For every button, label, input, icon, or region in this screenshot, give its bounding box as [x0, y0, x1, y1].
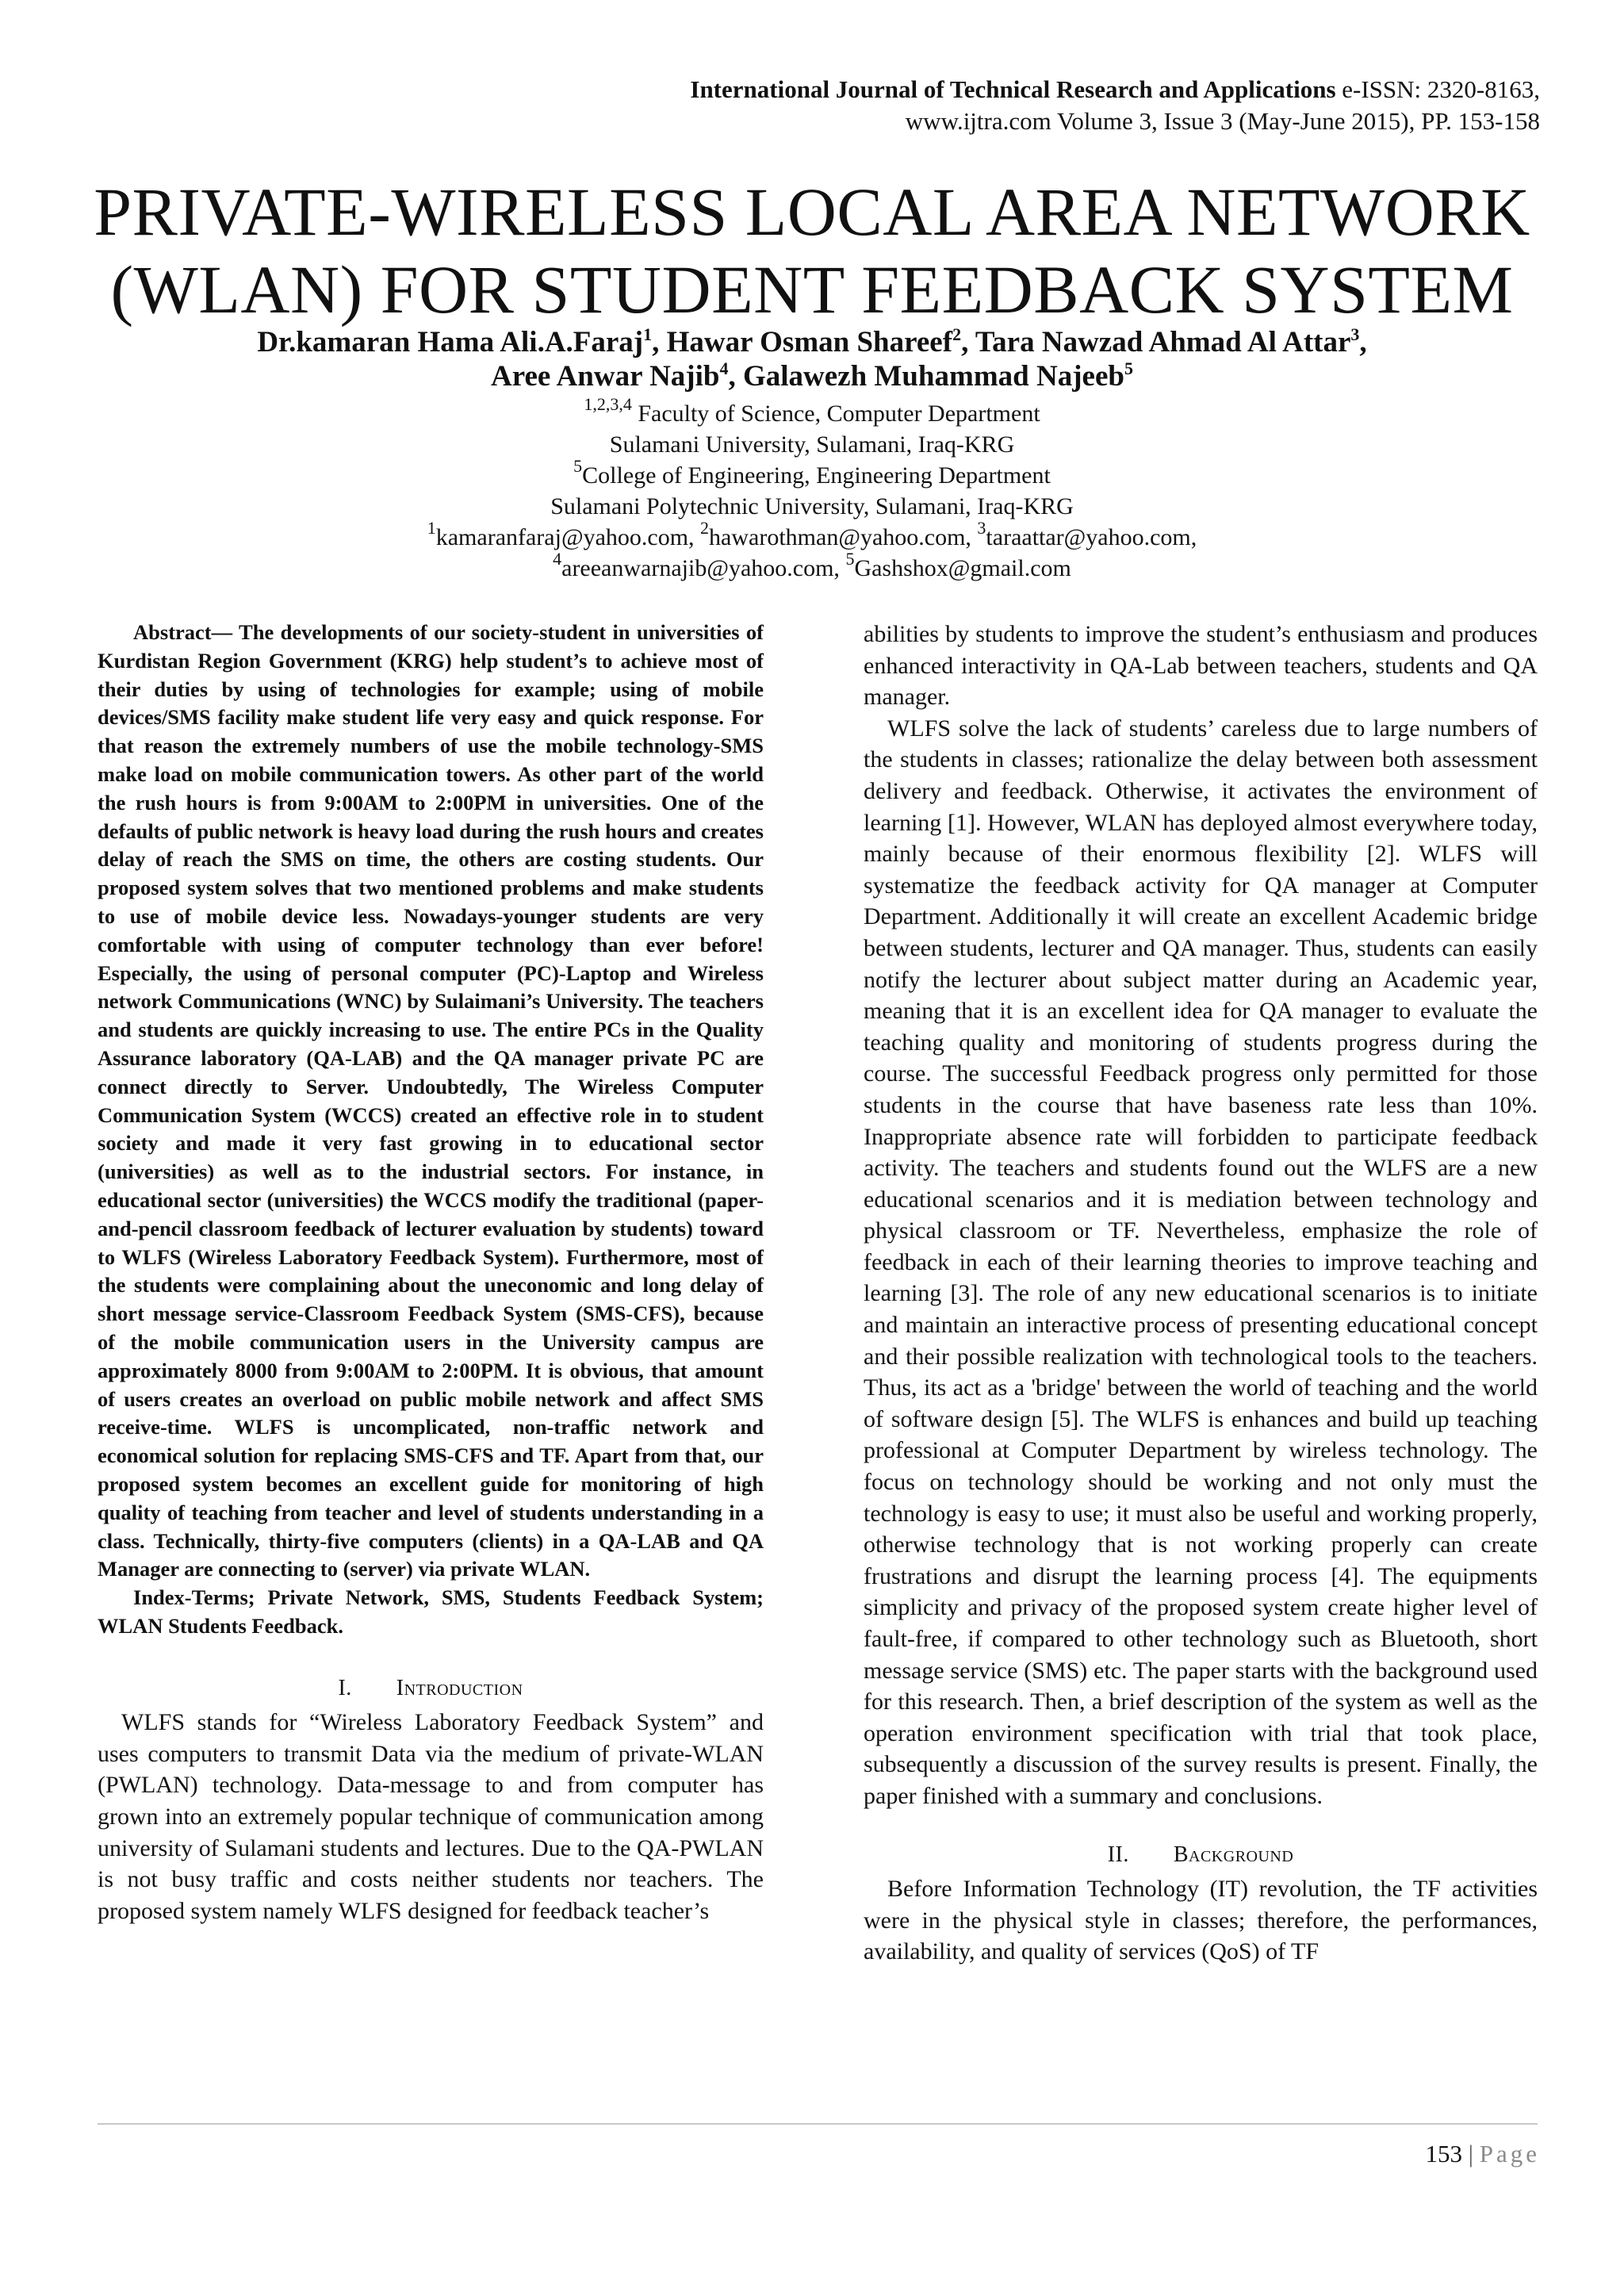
- journal-header-line2: www.ijtra.com Volume 3, Issue 3 (May-June 2015), PP. 153-158: [905, 107, 1540, 135]
- affiliation-2-sup: 5: [573, 456, 583, 476]
- author-3: , Tara Nawzad Ahmad Al Attar: [961, 326, 1351, 358]
- email-line2: [48, 549, 1576, 584]
- email-1: kamaranfaraj@yahoo.com,: [435, 524, 701, 550]
- affiliation-1-line1: [48, 394, 1576, 429]
- email-5-sup: 5: [845, 549, 855, 569]
- footer-divider: [98, 2123, 1538, 2125]
- email-5: Gashshox@gmail.com: [854, 555, 1071, 581]
- author-4: Aree Anwar Najib: [491, 360, 720, 393]
- author-line2: [48, 359, 1576, 393]
- affiliation-2-line1: [48, 456, 1576, 491]
- section-number: II.: [1107, 1842, 1129, 1867]
- affiliation-1-dept: Faculty of Science, Computer Department: [631, 401, 1040, 427]
- affiliation-2-line2: Sulamani Polytechnic University, Sulamani, Iraq-KRG: [550, 493, 1074, 519]
- right-column: [864, 619, 1538, 1968]
- author-list: [48, 325, 1576, 393]
- author-2-sup: 2: [952, 324, 962, 344]
- email-2: hawarothman@yahoo.com,: [709, 524, 978, 550]
- email-3: taraattar@yahoo.com,: [986, 524, 1197, 550]
- section-heading-introduction: [98, 1673, 764, 1704]
- journal-issn: e-ISSN: 2320-8163,: [1335, 75, 1540, 103]
- background-paragraph-1: Before Information Technology (IT) revolution, the TF activities were in the physical style in classes; therefore, the performances, availability, and quality of services (QoS) of TF: [864, 1876, 1538, 1965]
- intro-paragraph-1: WLFS stands for “Wireless Laboratory Feedback System” and uses computers to transmit Data via the medium of private-WLAN (PWLAN) technology. Data-message to and from computer has grown into an extremely popular technique of communication among university of Sulamani students and lectures. Due to the QA-PWLAN is not busy traffic and costs neither students nor teachers. The proposed system namely WLFS designed for feedback teacher’s: [98, 1709, 764, 1924]
- paper-title-line1: PRIVATE-WIRELESS LOCAL AREA NETWORK: [94, 174, 1530, 250]
- author-1: Dr.kamaran Hama Ali.A.Faraj: [257, 326, 644, 358]
- author-5-sup: 5: [1124, 358, 1133, 378]
- email-3-sup: 3: [977, 518, 986, 538]
- journal-name: International Journal of Technical Research and Applications: [690, 75, 1336, 103]
- affiliation-1-sup: 1,2,3,4: [584, 394, 632, 414]
- paper-title-line2: (WLAN) FOR STUDENT FEEDBACK SYSTEM: [110, 251, 1514, 328]
- intro-paragraph-2: WLFS solve the lack of students’ careless due to large numbers of the students in classes; rationalize the delay between both assessment delivery and feedback. Otherwise, it activates the environment of learning [1]. However, WLAN has deployed almost everywhere today, mainly because of their enormous flexibility [2]. WLFS will systematize the feedback activity for QA manager at Computer Department. Additionally it will create an excellent Academic bridge between students, lecturer and QA manager. Thus, students can easily notify the lecturer about subject matter during an Academic year, meaning that it is an excellent idea for QA manager to evaluate the teaching quality and monitoring of students progress during the course. The successful Feedback progress only permitted for those students in the course that have baseness rate less than 10%. Inappropriate absence rate will forbidden to participate feedback activity. The teachers and students found out the WLFS are a new educational scenarios and it is mediation between technology and physical classroom or TF. Nevertheless, emphasize the role of feedback in each of their learning theories to improve teaching and learning [3]. The role of any new educational scenarios is to initiate and maintain an interactive process of presenting educational concept and their possible realization with technological tools to the teachers. Thus, its act as a 'bridge' between the world of teaching and the world of software design [5]. The WLFS is enhances and build up teaching professional at Computer Department by wireless technology. The focus on technology should be working and not only must the technology is easy to use; it must also be useful and working properly, otherwise technology that is not working properly can create frustrations and disrupt the learning process [4]. The equipments simplicity and privacy of the proposed system create higher level of fault-free, if compared to other technology such as Bluetooth, short message service (SMS) etc. The paper starts with the background used for this research. Then, a brief description of the system as well as the operation environment specification with trial that took place, subsequently a discussion of the survey results is present. Finally, the paper finished with a summary and conclusions.: [864, 715, 1538, 1809]
- author-3-sup: 3: [1350, 324, 1360, 344]
- paper-title: [48, 173, 1576, 328]
- journal-header: [350, 74, 1540, 137]
- email-4-sup: 4: [553, 549, 562, 569]
- section-heading-background: [864, 1839, 1538, 1871]
- author-4-sup: 4: [719, 358, 729, 378]
- journal-header-line1: [350, 74, 1540, 105]
- author-3-tail: ,: [1359, 326, 1367, 358]
- left-column: [98, 619, 764, 1926]
- author-1-sup: 1: [643, 324, 653, 344]
- email-line1: [48, 518, 1576, 553]
- section-title: Introduction: [396, 1675, 523, 1700]
- intro-paragraph-1-continued: abilities by students to improve the student’s enthusiasm and produces enhanced interactivity in QA-Lab between teachers, students and QA manager.: [864, 621, 1538, 711]
- abstract-lead: Abstract—: [133, 620, 239, 644]
- email-4: areeanwarnajib@yahoo.com,: [561, 555, 846, 581]
- page-footer: [1426, 2140, 1540, 2168]
- author-2: , Hawar Osman Shareef: [652, 326, 953, 358]
- section-title: Background: [1173, 1842, 1294, 1867]
- index-terms: Index-Terms; Private Network, SMS, Students Feedback System; WLAN Students Feedback.: [98, 1585, 764, 1638]
- author-line1: [48, 325, 1576, 359]
- affiliation-2-dept: College of Engineering, Engineering Department: [582, 462, 1051, 489]
- section-number: I.: [338, 1675, 352, 1700]
- email-1-sup: 1: [427, 518, 436, 538]
- email-2-sup: 2: [700, 518, 710, 538]
- affiliations: [48, 394, 1576, 584]
- page-label: Page: [1479, 2140, 1540, 2168]
- author-5: , Galawezh Muhammad Najeeb: [728, 360, 1124, 393]
- abstract-text: The developments of our society-student in universities of Kurdistan Region Government (KRG) help student’s to achieve most of their duties by using of technologies for example; using of mobile devices/SMS facility make student life very easy and quick response. For that reason the extremely numbers of use the mobile technology-SMS make load on mobile communication towers. As other part of the world the rush hours is from 9:00AM to 2:00PM in universities. One of the defaults of public network is heavy load during the rush hours and creates delay of reach the SMS on time, the others are costing students. Our proposed system solves that two mentioned problems and make students to use of mobile device less. Nowadays-younger students are very comfortable with using of computer technology than ever before! Especially, the using of personal computer (PC)-Laptop and Wireless network Communications (WNC) by Sulaimani’s University. The teachers and students are quickly increasing to use. The entire PCs in the Quality Assurance laboratory (QA-LAB) and the QA manager private PC are connect directly to Server. Undoubtedly, The Wireless Computer Communication System (WCCS) created an effective role in to student society and made it very fast growing in to educational sector (universities) as well as to the industrial sectors. For instance, in educational sector (universities) the WCCS modify the traditional (paper-and-pencil classroom feedback of lecturer evaluation by students) toward to WLFS (Wireless Laboratory Feedback System). Furthermore, most of the students were complaining about the uneconomic and long delay of short message service-Classroom Feedback System (SMS-CFS), because of the mobile communication users in the University campus are approximately 8000 from 9:00AM to 2:00PM. It is obvious, that amount of users creates an overload on public mobile network and affect SMS receive-time. WLFS is uncomplicated, non-traffic network and economical solution for replacing SMS-CFS and TF. Apart from that, our proposed system becomes an excellent guide for monitoring of high quality of teaching from teacher and level of students understanding in a class. Technically, thirty-five computers (clients) in a QA-LAB and QA Manager are connecting to (server) via private WLAN.: [98, 620, 764, 1581]
- page-number: 153: [1425, 2140, 1463, 2168]
- page-separator: |: [1462, 2140, 1480, 2168]
- affiliation-1-line2: Sulamani University, Sulamani, Iraq-KRG: [609, 431, 1015, 458]
- abstract: [98, 619, 764, 1584]
